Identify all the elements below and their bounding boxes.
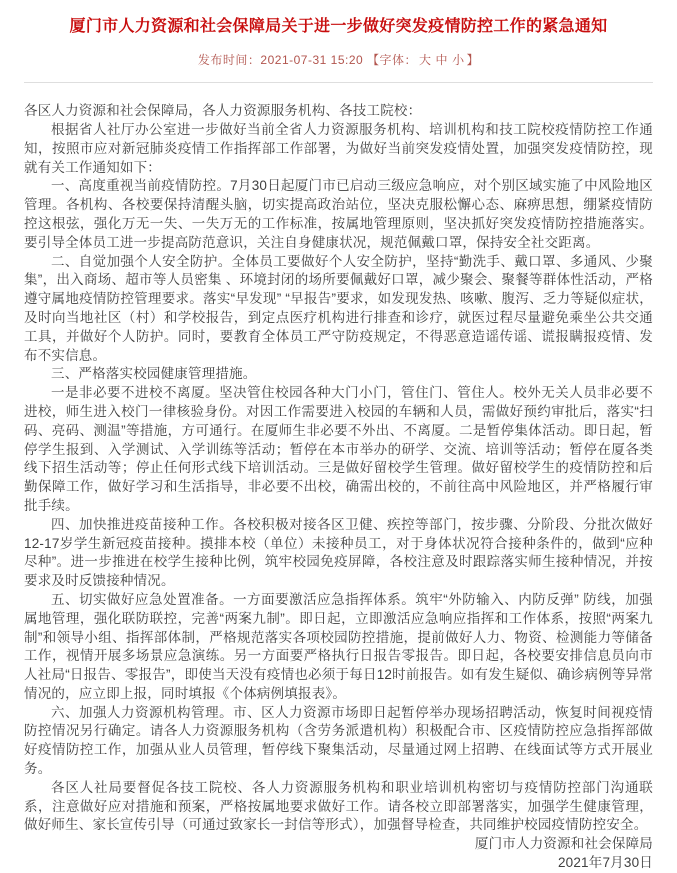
page-title: 厦门市人力资源和社会保障局关于进一步做好突发疫情防控工作的紧急通知 bbox=[69, 18, 608, 35]
publish-meta bbox=[24, 51, 653, 68]
notice-paragraph: 三、严格落实校园健康管理措施。 bbox=[51, 366, 257, 382]
notice-paragraph: 二、自觉加强个人安全防护。全体员工要做好个人安全防护，坚持“勤洗手、戴口罩、多通风、少聚集”，出入商场、超市等人员密集 、环境封闭的场所要佩戴好口罩，减少聚会、聚餐等群体性活动，严格遵守属地疫情防控管理要求。落实“早发现” “早报告”要求，如发现发热、咳嗽、腹泻、乏力等疑似症状，及时向当地社区（村）和学校报告，到定点医疗机构进行排查和诊疗，就医过程尽量避免乘坐公共交通工具，并做好个人防护。同时，要教育全体员工严守防疫规定，不得恶意造谣传谣、谎报瞒报疫情、发布不实信息。 bbox=[24, 253, 653, 363]
header-divider bbox=[24, 82, 653, 83]
font-size-bracket-close: 】 bbox=[466, 53, 480, 68]
font-size-bracket-open: 【字体： bbox=[367, 53, 418, 68]
signature-issuer: 厦门市人力资源和社会保障局 bbox=[474, 836, 653, 852]
notice-paragraph: 四、加快推进疫苗接种工作。各校积极对接各区卫健、疾控等部门，按步骤、分阶段、分批次做好12-17岁学生新冠疫苗接种。摸排本校（单位）未接种员工，对于身体状况符合接种条件的，做到“应种尽种”。进一步推进在校学生接种比例，筑牢校园免疫屏障，各校注意及时跟踪落实师生接种情况，并按要求及时反馈接种情况。 bbox=[24, 516, 653, 589]
font-size-small-link[interactable]: 小 bbox=[452, 53, 465, 68]
publish-time-value: 2021-07-31 15:20 bbox=[260, 53, 364, 68]
salutation-line: 各区人力资源和社会保障局，各人力资源服务机构、各技工院校： bbox=[24, 103, 422, 119]
notice-paragraph: 根据省人社厅办公室进一步做好当前全省人力资源服务机构、培训机构和技工院校疫情防控工作通知，按照市应对新冠肺炎疫情工作指挥部工作部署，为做好当前突发疫情处置，加强突发疫情防控，现就有关工作通知如下： bbox=[24, 121, 653, 175]
font-size-medium-link[interactable]: 中 bbox=[435, 53, 449, 68]
publish-time-label: 发布时间： bbox=[197, 53, 261, 68]
signature-date: 2021年7月30日 bbox=[557, 855, 653, 871]
paragraphs-container bbox=[24, 121, 653, 835]
notice-paragraph: 五、切实做好应急处置准备。一方面要激活应急指挥体系。筑牢“外防输入、内防反弹” 防线，加强属地管理，强化联防联控，完善“两案九制”。即日起，立即激活应急响应指挥和工作体系，按照“两案九制”和领导小组、指挥部体制，严格规范落实各项校园防控措施，提前做好人力、物资、检测能力等储备工作，视情开展多场景应急演练。另一方面要严格执行日报告零报告。即日起，各校要安排信息员向市人社局“日报告、零报告”，即使当天没有疫情也必须于每日12时前报告。如有发生疑似、确诊病例等异常情况的，应立即上报，同时填报《个体病例填报表》。 bbox=[24, 591, 653, 701]
notice-paragraph: 各区人社局要督促各技工院校、各人力资源服务机构和职业培训机构密切与疫情防控部门沟通联系，注意做好应对措施和预案，严格按属地要求做好工作。请各校立即部署落实，加强学生健康管理，做好师生、家长宣传引导（可通过致家长一封信等形式），加强督导检查，共同维护校园疫情防控安全。 bbox=[24, 779, 653, 833]
font-size-large-link[interactable]: 大 bbox=[419, 53, 432, 68]
notice-paragraph: 六、加强人力资源机构管理。市、区人力资源市场即日起暂停举办现场招聘活动，恢复时间视疫情防控情况另行确定。请各人力资源服务机构（含劳务派遣机构）积极配合市、区疫情防控应急指挥部做好疫情防控工作，加强从业人员管理，暂停线下聚集活动，尽量通过网上招聘、在线面试等方式开展业务。 bbox=[24, 704, 653, 777]
notice-paragraph: 一是非必要不进校不离厦。坚决管住校园各种大门小门，管住门、管住人。校外无关人员非必要不进校，师生进入校门一律核验身份。对因工作需要进入校园的车辆和人员，需做好预约审批后，落实“扫码、亮码、测温”等措施，方可通行。在厦师生非必要不外出、不离厦。二是暂停集体活动。即日起，暂停学生报到、入学测试、入学训练等活动；暂停在本市举办的研学、交流、培训等活动；暂停在厦各类线下招生活动等；停止任何形式线下培训活动。三是做好留校学生管理。做好留校学生的疫情防控和后勤保障工作，做好学习和生活指导，非必要不出校，确需出校的，不前往高中风险地区，并严格履行审批手续。 bbox=[24, 385, 653, 513]
notice-body bbox=[24, 102, 653, 873]
notice-paragraph: 一、高度重视当前疫情防控。7月30日起厦门市已启动三级应急响应，对个别区域实施了中风险地区管理。各机构、各校要保持清醒头脑，切实提高政治站位，坚决克服松懈心态、麻痹思想，绷紧疫情防控这根弦，强化万无一失、一失万无的工作标准，按属地管理原则，坚决抓好突发疫情防控措施落实。要引导全体员工进一步提高防范意识，关注自身健康状况，规范佩戴口罩，保持安全社交距离。 bbox=[24, 178, 653, 250]
